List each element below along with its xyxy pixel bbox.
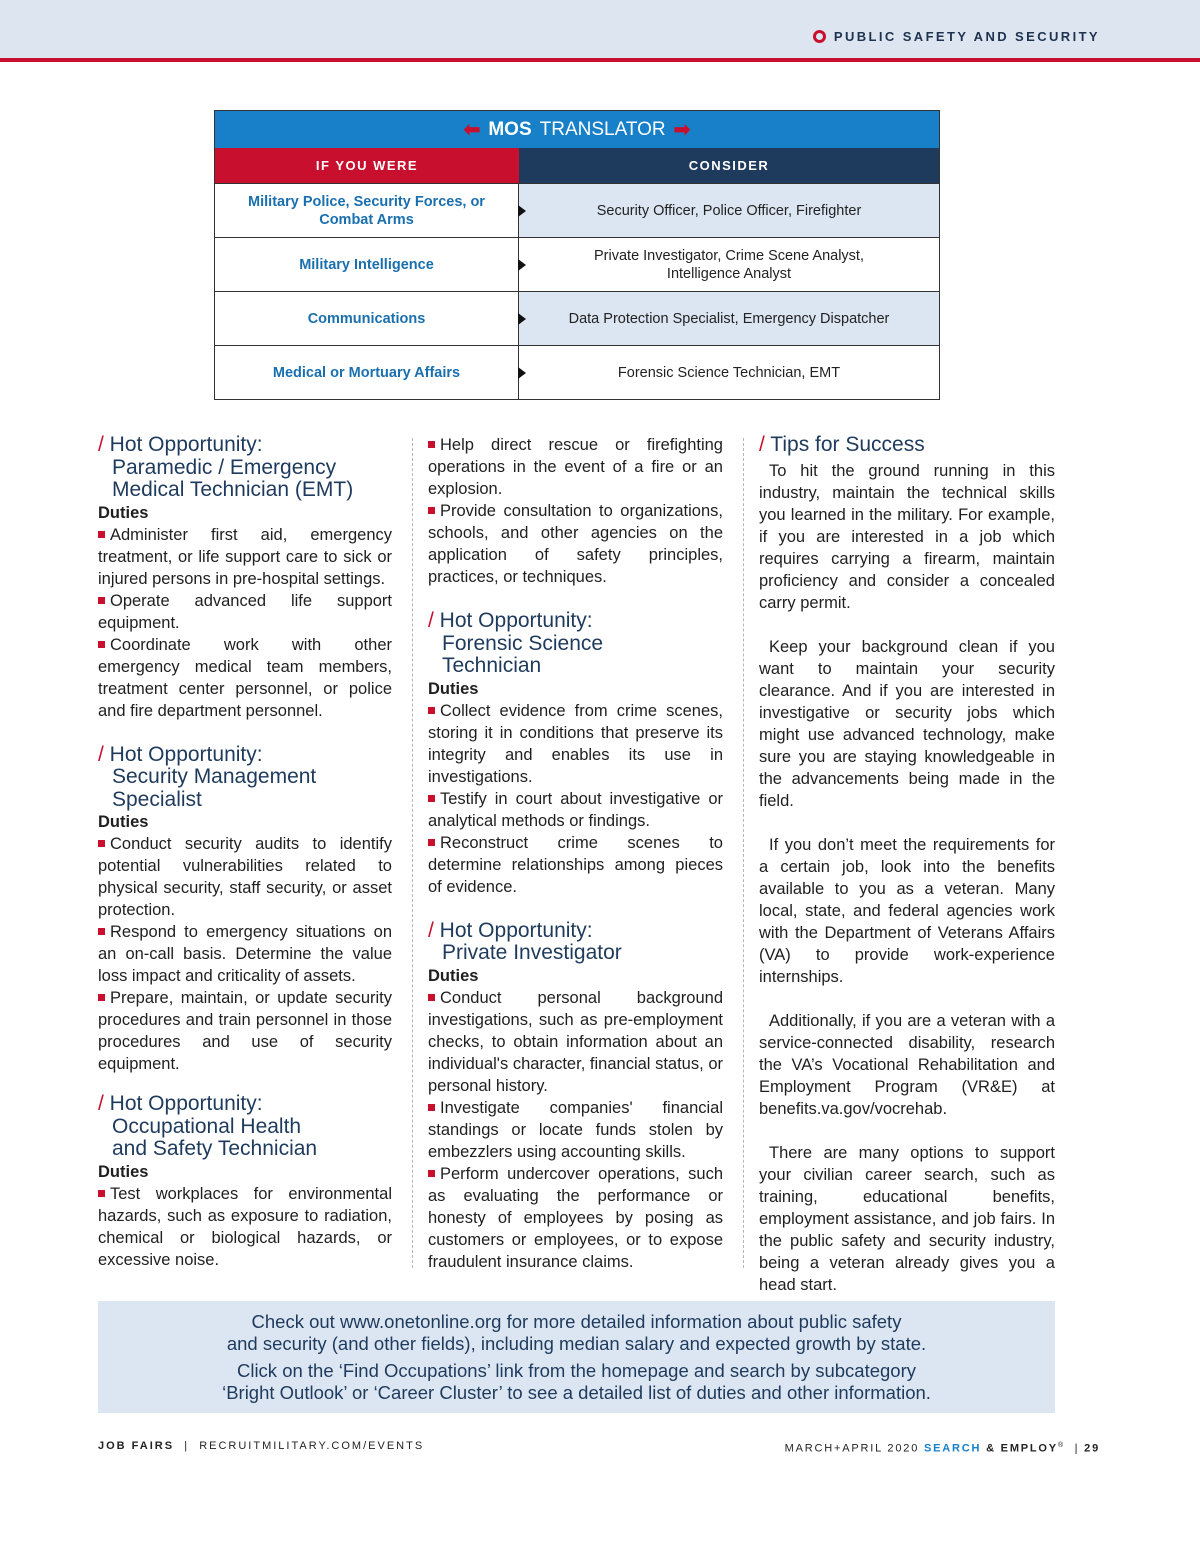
list-item (428, 1163, 723, 1273)
callout-line: Click on the ‘Find Occupations’ link from the homepage and search by subcategory (236, 1360, 917, 1381)
heading-emt: / Hot Opportunity: Paramedic / Emergency Medical Technician (EMT) (98, 434, 392, 502)
column-divider (743, 438, 744, 1268)
arrow-right-icon: ➡ (673, 119, 691, 141)
bullet-text: Test workplaces for environmental hazards, such as exposure to radiation, chemical or biological hazards, or excessive noise. (98, 1184, 392, 1269)
heading-line: Technician (442, 654, 542, 677)
ring-icon (813, 30, 826, 43)
list-item (98, 1183, 392, 1271)
column-3 (759, 434, 1055, 1296)
heading-line: and Safety Technician (112, 1137, 318, 1160)
list-item (428, 1097, 723, 1163)
row-consider: Data Protection Specialist, Emergency Dispatcher (519, 292, 939, 345)
pointer-icon (518, 205, 526, 217)
row-consider: Private Investigator, Crime Scene Analyst, Intelligence Analyst (594, 247, 864, 282)
mos-title-rest: TRANSLATOR (539, 118, 666, 140)
heading-line: Hot Opportunity: (109, 433, 263, 456)
table-row (215, 237, 939, 291)
bullet-text: Administer first aid, emergency treatment, or life support care to sick or injured persons in pre-hospital settings. (98, 525, 392, 588)
registered-mark: ® (1057, 1442, 1065, 1449)
callout-line: ‘Bright Outlook’ or ‘Career Cluster’ to see a detailed list of duties and other information. (222, 1382, 931, 1403)
tip-paragraph: Keep your background clean if you want to maintain your security clearance. And if you are interested in investigative or security jobs which might use advanced technology, make sure you are staying knowledgeable in the advancements being made in the field. (759, 637, 1055, 810)
row-consider: Forensic Science Technician, EMT (617, 364, 841, 381)
heading-forensic-science: / Hot Opportunity: Forensic Science Technician (428, 610, 723, 678)
row-were: Military Intelligence (299, 256, 434, 273)
footer-left (98, 1440, 424, 1452)
tip-paragraph: There are many options to support your civilian career search, such as training, educational benefits, employment assistance, and job fairs. In the public safety and security industry, being a veteran already gives you a head start. (759, 1143, 1055, 1294)
list-item (428, 434, 723, 500)
bullet-text: Investigate companies' financial standings or locate funds stolen by embezzlers using accounting skills. (428, 1098, 723, 1161)
list-item (428, 700, 723, 788)
list-item (98, 921, 392, 987)
mos-title (215, 111, 939, 148)
bullet-text: Perform undercover operations, such as evaluating the performance or honesty of employees by posing as customers or employees, or to expose fraudulent insurance claims. (428, 1164, 723, 1271)
onet-callout (98, 1301, 1055, 1413)
bullet-text: Testify in court about investigative or analytical methods or findings. (428, 789, 723, 830)
callout-line: Check out www.onetonline.org for more detailed information about public safety (251, 1311, 902, 1332)
list-item (98, 524, 392, 590)
row-were-cell (215, 346, 519, 399)
bullet-icon (98, 840, 105, 847)
arrow-left-icon: ⬅ (463, 119, 481, 141)
bullet-text: Operate advanced life support equipment. (98, 591, 392, 632)
list-item (98, 634, 392, 722)
row-were-cell (215, 184, 519, 237)
pointer-icon (518, 313, 526, 325)
page-number: 29 (1084, 1442, 1100, 1455)
bullet-text: Conduct personal background investigations, such as pre-employment checks, to obtain information about an individual's character, financial status, or personal history. (428, 988, 723, 1095)
bullet-text: Provide consultation to organizations, schools, and other agencies on the application of safety principles, practices, or techniques. (428, 502, 723, 586)
heading-line: Security Management (112, 765, 317, 788)
bullet-icon (98, 531, 105, 538)
bullet-text: Collect evidence from crime scenes, storing it in conditions that preserve its integrity and enables its use in investigations. (428, 701, 723, 786)
footer-section: JOB FAIRS (98, 1440, 175, 1452)
heading-line: Specialist (112, 787, 202, 811)
footer-url[interactable]: RECRUITMILITARY.COM/EVENTS (199, 1440, 425, 1452)
row-consider: Security Officer, Police Officer, Firefighter (519, 184, 939, 237)
callout-line: and security (and other fields), including median salary and expected growth by state. (226, 1333, 927, 1354)
section-label-text: PUBLIC SAFETY AND SECURITY (833, 29, 1100, 44)
list-item (428, 832, 723, 898)
bullet-icon (98, 597, 105, 604)
bullet-text: Help direct rescue or firefighting operations in the event of a fire or an explosion. (428, 436, 723, 498)
bullet-icon (428, 1104, 435, 1111)
heading-private-investigator: / Hot Opportunity: Private Investigator (428, 920, 723, 965)
heading-line: Hot Opportunity: (109, 742, 263, 766)
table-row (215, 183, 939, 237)
footer-right (785, 1442, 1100, 1455)
heading-tips: / Tips for Success (759, 433, 925, 456)
footer-separator: | (1074, 1442, 1080, 1455)
heading-line: Hot Opportunity: (439, 918, 593, 942)
heading-line: Forensic Science (442, 631, 604, 655)
heading-line: Occupational Health (112, 1114, 302, 1138)
header-rule (0, 58, 1200, 62)
mos-translator-table (214, 110, 940, 400)
table-row (215, 291, 939, 345)
column-header-consider: CONSIDER (519, 148, 939, 183)
list-item (98, 590, 392, 634)
mos-title-bold: MOS (488, 118, 532, 140)
list-item (98, 987, 392, 1075)
table-row (215, 345, 939, 399)
pointer-icon (518, 367, 526, 379)
list-item (428, 788, 723, 832)
section-label (813, 29, 1100, 44)
bullet-icon (98, 1190, 105, 1197)
footer-separator: | (184, 1440, 190, 1452)
list-item (428, 987, 723, 1097)
bullet-icon (98, 928, 105, 935)
bullet-icon (428, 507, 435, 514)
heading-line: Private Investigator (442, 941, 622, 964)
bullet-text: Prepare, maintain, or update security procedures and train personnel in those procedures and use of security equipment. (98, 989, 392, 1073)
bullet-icon (98, 994, 105, 1001)
row-were: Medical or Mortuary Affairs (272, 364, 461, 381)
footer-issue: MARCH+APRIL 2020 (784, 1442, 920, 1455)
bullet-text: Reconstruct crime scenes to determine relationships among pieces of evidence. (428, 833, 723, 896)
heading-line: Hot Opportunity: (109, 1092, 263, 1115)
bullet-text: Respond to emergency situations on an on-call basis. Determine the value loss impact and criticality of assets. (98, 923, 392, 985)
row-were-cell (215, 238, 519, 291)
list-item (98, 833, 392, 921)
bullet-icon (428, 994, 435, 1001)
brand-search: SEARCH (923, 1442, 982, 1455)
duties-label: Duties (428, 679, 479, 698)
duties-label: Duties (98, 1162, 149, 1181)
tip-paragraph: Additionally, if you are a veteran with a service-connected disability, research the VA’s Vocational Rehabilitation and Employment Program (VR&E) at benefits.va.gov/vocrehab. (759, 1011, 1055, 1118)
bullet-icon (428, 707, 435, 714)
bullet-icon (428, 441, 435, 448)
row-were-cell (215, 292, 519, 345)
list-item (428, 500, 723, 588)
column-1 (98, 434, 392, 1271)
tip-paragraph: If you don’t meet the requirements for a certain job, look into the benefits available to you as a veteran. Many local, state, and federal agencies work with the Department of Veterans Affairs (VA) to provide work-experience internships. (759, 835, 1055, 986)
bullet-icon (428, 795, 435, 802)
row-were: Military Police, Security Forces, or Combat Arms (248, 193, 485, 228)
pointer-icon (518, 259, 526, 271)
duties-label: Duties (98, 813, 149, 831)
column-divider (412, 438, 413, 1268)
bullet-text: Conduct security audits to identify potential vulnerabilities related to physical security, staff security, or asset protection. (98, 835, 392, 919)
heading-line: Paramedic / Emergency (112, 455, 337, 479)
brand-employ: & EMPLOY (986, 1442, 1058, 1455)
tip-paragraph: To hit the ground running in this industry, maintain the technical skills you learned in the military. For example, if you are interested in a job which requires carrying a firearm, maintain proficiency and consider a concealed carry permit. (759, 461, 1055, 612)
column-2 (428, 434, 723, 1273)
duties-label: Duties (428, 966, 479, 985)
heading-occupational-health: / Hot Opportunity: Occupational Health and Safety Technician (98, 1093, 392, 1161)
bullet-icon (98, 641, 105, 648)
bullet-icon (428, 839, 435, 846)
bullet-icon (428, 1170, 435, 1177)
mos-column-headers (215, 148, 939, 183)
bullet-text: Coordinate work with other emergency medical team members, treatment center personnel, or police and fire department personnel. (98, 635, 392, 720)
heading-line: Tips for Success (770, 433, 925, 456)
heading-line: Medical Technician (EMT) (112, 478, 354, 501)
column-header-were: IF YOU WERE (215, 148, 519, 183)
heading-security-management: / Hot Opportunity: Security Management Specialist (98, 744, 392, 812)
row-were: Communications (307, 310, 426, 327)
duties-label: Duties (98, 503, 149, 522)
heading-line: Hot Opportunity: (439, 609, 593, 632)
